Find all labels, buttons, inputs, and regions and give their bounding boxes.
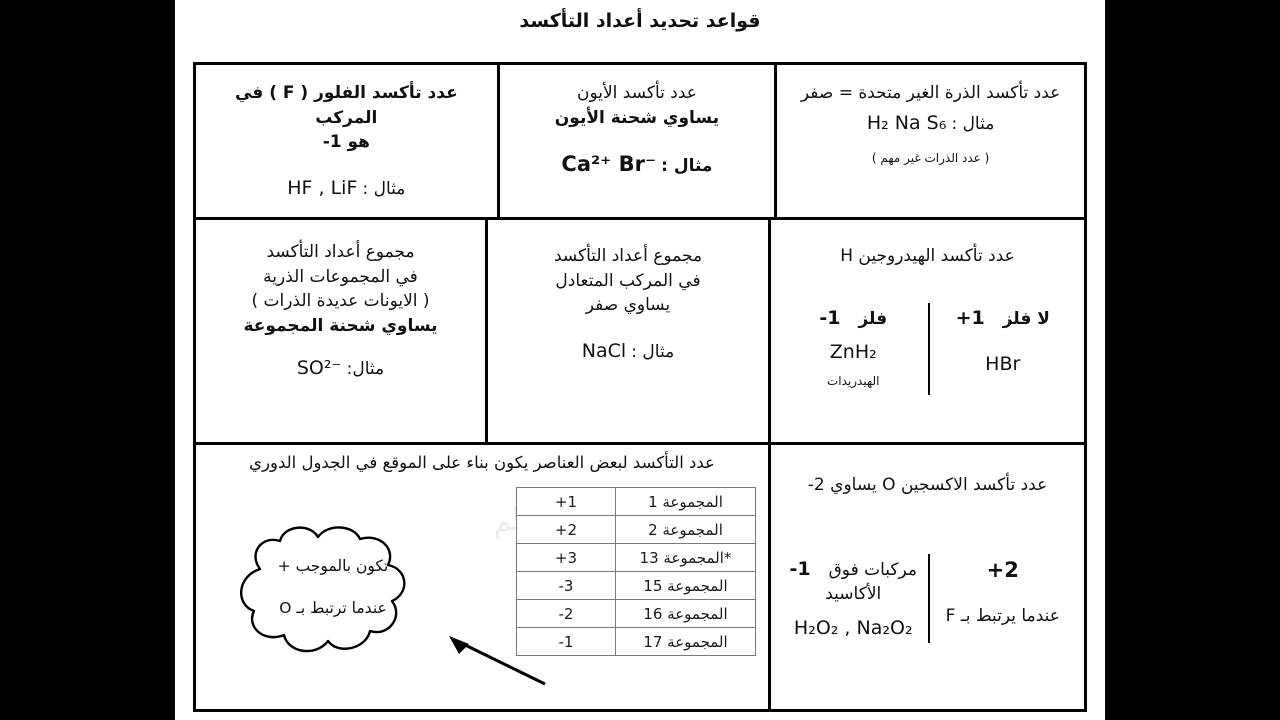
ion-rule-line1: عدد تأكسد الأيون bbox=[576, 83, 697, 103]
oxygen-peroxide-label-2: الأكاسيد bbox=[825, 584, 882, 605]
oxygen-heading: عدد تأكسد الاكسجين O يساوي 2- bbox=[807, 475, 1048, 495]
group-name: المجموعة 15 bbox=[615, 572, 755, 600]
polyatomic-example bbox=[204, 357, 477, 382]
free-atom-example-label: مثال : bbox=[951, 113, 995, 134]
neutral-rule-line3 bbox=[496, 293, 760, 318]
cloud-line-1: تكون بالموجب + bbox=[277, 557, 389, 575]
rules-row-3 bbox=[196, 445, 1084, 709]
table-row bbox=[517, 516, 756, 544]
fluorine-rule-line2: هو 1- bbox=[322, 132, 370, 153]
group-name: *المجموعة 13 bbox=[615, 544, 755, 572]
neutral-example bbox=[496, 340, 760, 365]
rules-row-1 bbox=[196, 65, 1084, 220]
free-atom-example bbox=[785, 112, 1076, 137]
polyatomic-rule-line4: يساوي شحنة المجموعة bbox=[243, 315, 438, 336]
group-name: المجموعة 17 bbox=[615, 628, 755, 656]
cloud-callout bbox=[218, 517, 448, 667]
neutral-example-label: مثال : bbox=[631, 341, 675, 362]
group-value: -2 bbox=[517, 600, 616, 628]
cloud-shape-icon bbox=[218, 517, 448, 667]
oxygen-peroxide-block bbox=[779, 554, 928, 643]
oxygen-peroxide-row bbox=[781, 558, 926, 583]
group-name: المجموعة 2 bbox=[615, 516, 755, 544]
rules-row-2 bbox=[196, 220, 1084, 445]
cell-neutral-compound-rule bbox=[485, 220, 768, 442]
fluorine-example bbox=[204, 177, 489, 202]
hydrogen-metal-formula: ZnH₂ bbox=[829, 341, 877, 364]
polyatomic-rule-line1: مجموع أعداد التأكسد bbox=[266, 242, 415, 262]
ion-example bbox=[508, 152, 767, 179]
group-name: المجموعة 1 bbox=[615, 488, 755, 516]
group-name: المجموعة 16 bbox=[615, 600, 755, 628]
hydrogen-metal-note: الهيدريدات bbox=[826, 374, 880, 389]
cell-hydrogen-rule bbox=[768, 220, 1084, 442]
cell-polyatomic-rule bbox=[196, 220, 485, 442]
cell-ion-rule bbox=[497, 65, 775, 217]
table-row bbox=[517, 628, 756, 656]
hydrogen-metal-value: -1 bbox=[819, 306, 841, 329]
neutral-example-formula: NaCl bbox=[581, 339, 627, 362]
fluorine-rule-line1: عدد تأكسد الفلور ( F ) في المركب bbox=[234, 83, 458, 128]
hydrogen-nonmetal-block bbox=[928, 303, 1077, 395]
polyatomic-rule-line2: في المجموعات الذرية bbox=[263, 266, 418, 287]
oxygen-split bbox=[779, 554, 1076, 643]
oxygen-fluorine-block bbox=[928, 554, 1077, 643]
cell-periodic-position-rule bbox=[196, 445, 768, 709]
oxygen-fluorine-value: +2 bbox=[986, 557, 1019, 582]
oxygen-peroxide-label-1: مركبات فوق bbox=[828, 559, 918, 580]
free-atom-note: ( عدد الذرات غير مهم ) bbox=[871, 151, 990, 166]
hydrogen-nonmetal-value: +1 bbox=[955, 306, 985, 329]
group-value: +2 bbox=[517, 516, 616, 544]
polyatomic-rule-line3: ( الايونات عديدة الذرات ) bbox=[251, 291, 430, 312]
hydrogen-nonmetal-label: لا فلز bbox=[1002, 308, 1050, 329]
table-row bbox=[517, 488, 756, 516]
group-value: +3 bbox=[517, 544, 616, 572]
fluorine-example-label: مثال : bbox=[362, 178, 406, 199]
oxygen-peroxide-formula: H₂O₂ , Na₂O₂ bbox=[793, 616, 913, 639]
table-row bbox=[517, 572, 756, 600]
hydrogen-nonmetal-row bbox=[932, 307, 1075, 332]
hydrogen-metal-block bbox=[779, 303, 928, 395]
periodic-group-table-body bbox=[517, 488, 756, 656]
oxygen-fluorine-label: عندما يرتبط بـ F bbox=[945, 605, 1060, 626]
table-row bbox=[517, 544, 756, 572]
rules-table bbox=[193, 62, 1087, 712]
ion-rule-line2: يساوي شحنة الأيون bbox=[554, 107, 720, 128]
periodic-group-table bbox=[516, 487, 756, 656]
page-canvas bbox=[175, 0, 1105, 720]
ion-example-formula: Ca²⁺ Br⁻ bbox=[561, 152, 657, 177]
polyatomic-example-formula: SO²⁻ bbox=[296, 356, 342, 379]
group-value: -1 bbox=[517, 628, 616, 656]
neutral-rule-line1: مجموع أعداد التأكسد bbox=[553, 246, 703, 266]
cell-free-atom-rule bbox=[774, 65, 1084, 217]
fluorine-example-formula: HF , LiF bbox=[287, 176, 358, 199]
hydrogen-heading: عدد تأكسد الهيدروجين H bbox=[840, 246, 1015, 266]
oxygen-peroxide-value: -1 bbox=[789, 557, 811, 580]
polyatomic-example-label: مثال: bbox=[346, 358, 385, 379]
cloud-line-2: عندما ترتبط بـ O bbox=[279, 599, 387, 617]
hydrogen-metal-row bbox=[781, 307, 926, 332]
group-value: +1 bbox=[517, 488, 616, 516]
group-value: -3 bbox=[517, 572, 616, 600]
free-atom-example-formula: H₂ Na S₆ bbox=[866, 111, 947, 134]
cell-fluorine-rule bbox=[196, 65, 497, 217]
hydrogen-split bbox=[779, 303, 1076, 395]
periodic-position-heading: عدد التأكسد لبعض العناصر يكون بناء على الموقع في الجدول الدوري bbox=[249, 453, 715, 472]
neutral-rule-line2: في المركب المتعادل bbox=[555, 270, 701, 291]
free-atom-rule-text: عدد تأكسد الذرة الغير متحدة = صفر bbox=[800, 83, 1061, 103]
cell-oxygen-rule bbox=[768, 445, 1084, 709]
hydrogen-metal-label: فلز bbox=[858, 308, 888, 329]
hydrogen-nonmetal-formula: HBr bbox=[985, 353, 1021, 376]
table-row bbox=[517, 600, 756, 628]
page-title: قواعد تحديد أعداد التأكسد bbox=[519, 10, 761, 32]
neutral-rule-line3-text: يساوي صفر bbox=[585, 295, 671, 316]
ion-example-label: مثال : bbox=[661, 156, 713, 177]
